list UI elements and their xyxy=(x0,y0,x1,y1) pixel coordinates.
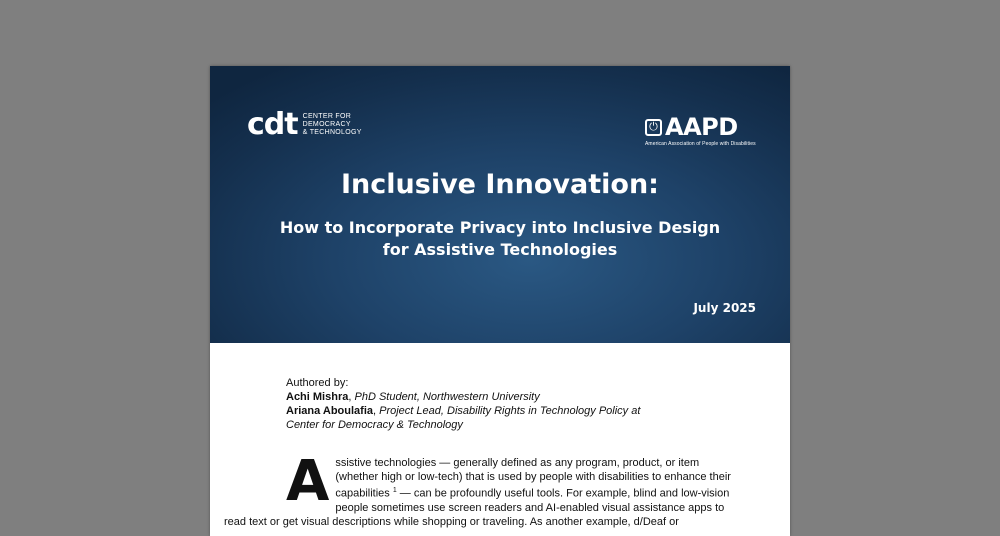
author-name: Ariana Aboulafia xyxy=(286,405,373,417)
subtitle-line: How to Incorporate Privacy into Inclusive Design xyxy=(279,218,721,237)
intro-line xyxy=(286,484,730,501)
power-icon: ⏻ xyxy=(645,119,662,136)
footnote-marker[interactable]: 1 xyxy=(392,487,397,494)
author-entry: Ariana Aboulafia, Project Lead, Disability Rights in Technology Policy at xyxy=(286,405,641,417)
aapd-logo-subtitle: American Association of People with Disabilities xyxy=(645,141,756,147)
author-role: Project Lead, Disability Rights in Technology Policy at xyxy=(379,405,641,417)
document-page xyxy=(210,66,790,536)
cdt-logo-words xyxy=(303,113,362,137)
author-entry: Achi Mishra, PhD Student, Northwestern University xyxy=(286,391,540,403)
cdt-logo-word: DEMOCRACY xyxy=(302,121,351,128)
intro-line-rest: — can be profoundly useful tools. For example, blind and low-vision xyxy=(399,487,730,500)
publication-date: July 2025 xyxy=(693,301,756,315)
author-name: Achi Mishra xyxy=(286,391,349,403)
cdt-logo-word: CENTER FOR xyxy=(302,113,352,120)
cdt-logo xyxy=(247,107,362,142)
intro-line: (whether high or low-tech) that is used by people with disabilities to enhance their xyxy=(335,471,731,483)
capabilities-word: capabilities xyxy=(335,487,390,500)
authors-block xyxy=(286,376,640,432)
author-role-continued: Center for Democracy & Technology xyxy=(286,419,463,431)
aapd-logo-text: AAPD xyxy=(665,113,738,141)
intro-paragraph xyxy=(224,449,731,529)
aapd-logo xyxy=(645,115,756,147)
document-subtitle xyxy=(210,217,790,261)
cover-banner xyxy=(210,66,790,343)
intro-line: people sometimes use screen readers and AI-enabled visual assistance apps to xyxy=(335,501,725,514)
drop-cap: A xyxy=(286,449,330,514)
intro-line: ssistive technologies — generally defined as any program, product, or item xyxy=(335,457,700,469)
authors-label: Authored by: xyxy=(286,377,349,389)
author-role: PhD Student, Northwestern University xyxy=(354,391,540,403)
subtitle-line: for Assistive Technologies xyxy=(382,240,618,259)
cdt-logo-word: & TECHNOLOGY xyxy=(302,129,362,136)
document-title: Inclusive Innovation: xyxy=(341,169,659,200)
cdt-logo-mark: cdt xyxy=(247,107,298,142)
intro-line: read text or get visual descriptions while shopping or traveling. As another example, d/Deaf or xyxy=(224,515,679,528)
